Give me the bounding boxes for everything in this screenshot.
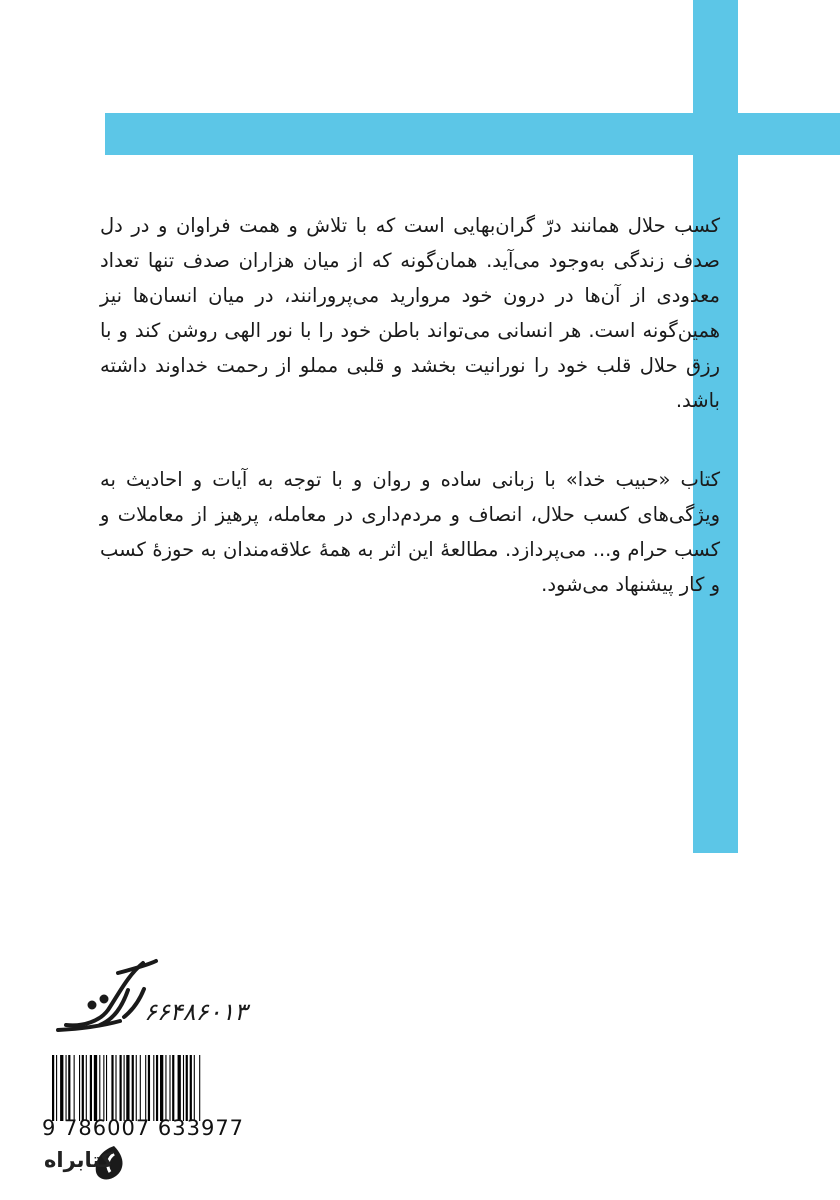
publisher-phone: ۶۶۴۸۶۰۱۳ bbox=[144, 998, 248, 1026]
ketabrah-brand-name: کتابراه bbox=[44, 1148, 114, 1172]
horizontal-accent-bar bbox=[105, 113, 840, 155]
isbn-barcode bbox=[50, 1055, 255, 1121]
description-paragraph-1: کسب حلال همانند درّ گران‌بهایی است که با تلاش و همت فراوان و در دل صدف زندگی به‌وجود می‌آید. همان‌گونه که از میان هزاران صدف تنها تعداد معدودی از آن‌ها در درون خود مروارید می‌پرورانند، در میان انسان‌ها نیز همین‌گونه است. هر انسانی می‌تواند باطن خود را با نور الهی روشن کند و با رزق حلال قلب خود را نورانیت بخشد و قلبی مملو از رحمت خداوند داشته باشد. bbox=[100, 214, 720, 412]
isbn-number: 9 786007 633977 bbox=[42, 1116, 245, 1140]
description-paragraph-2: کتاب «حبیب خدا» با زبانی ساده و روان و با توجه به آیات و احادیث به ویژگی‌های کسب حلال، انصاف و مردم‌داری در معامله، پرهیز از معاملات و کسب حرام و... می‌پردازد. مطالعهٔ این اثر به همهٔ علاقه‌مندان به حوزهٔ کسب و کار پیشنهاد می‌شود. bbox=[100, 468, 720, 596]
